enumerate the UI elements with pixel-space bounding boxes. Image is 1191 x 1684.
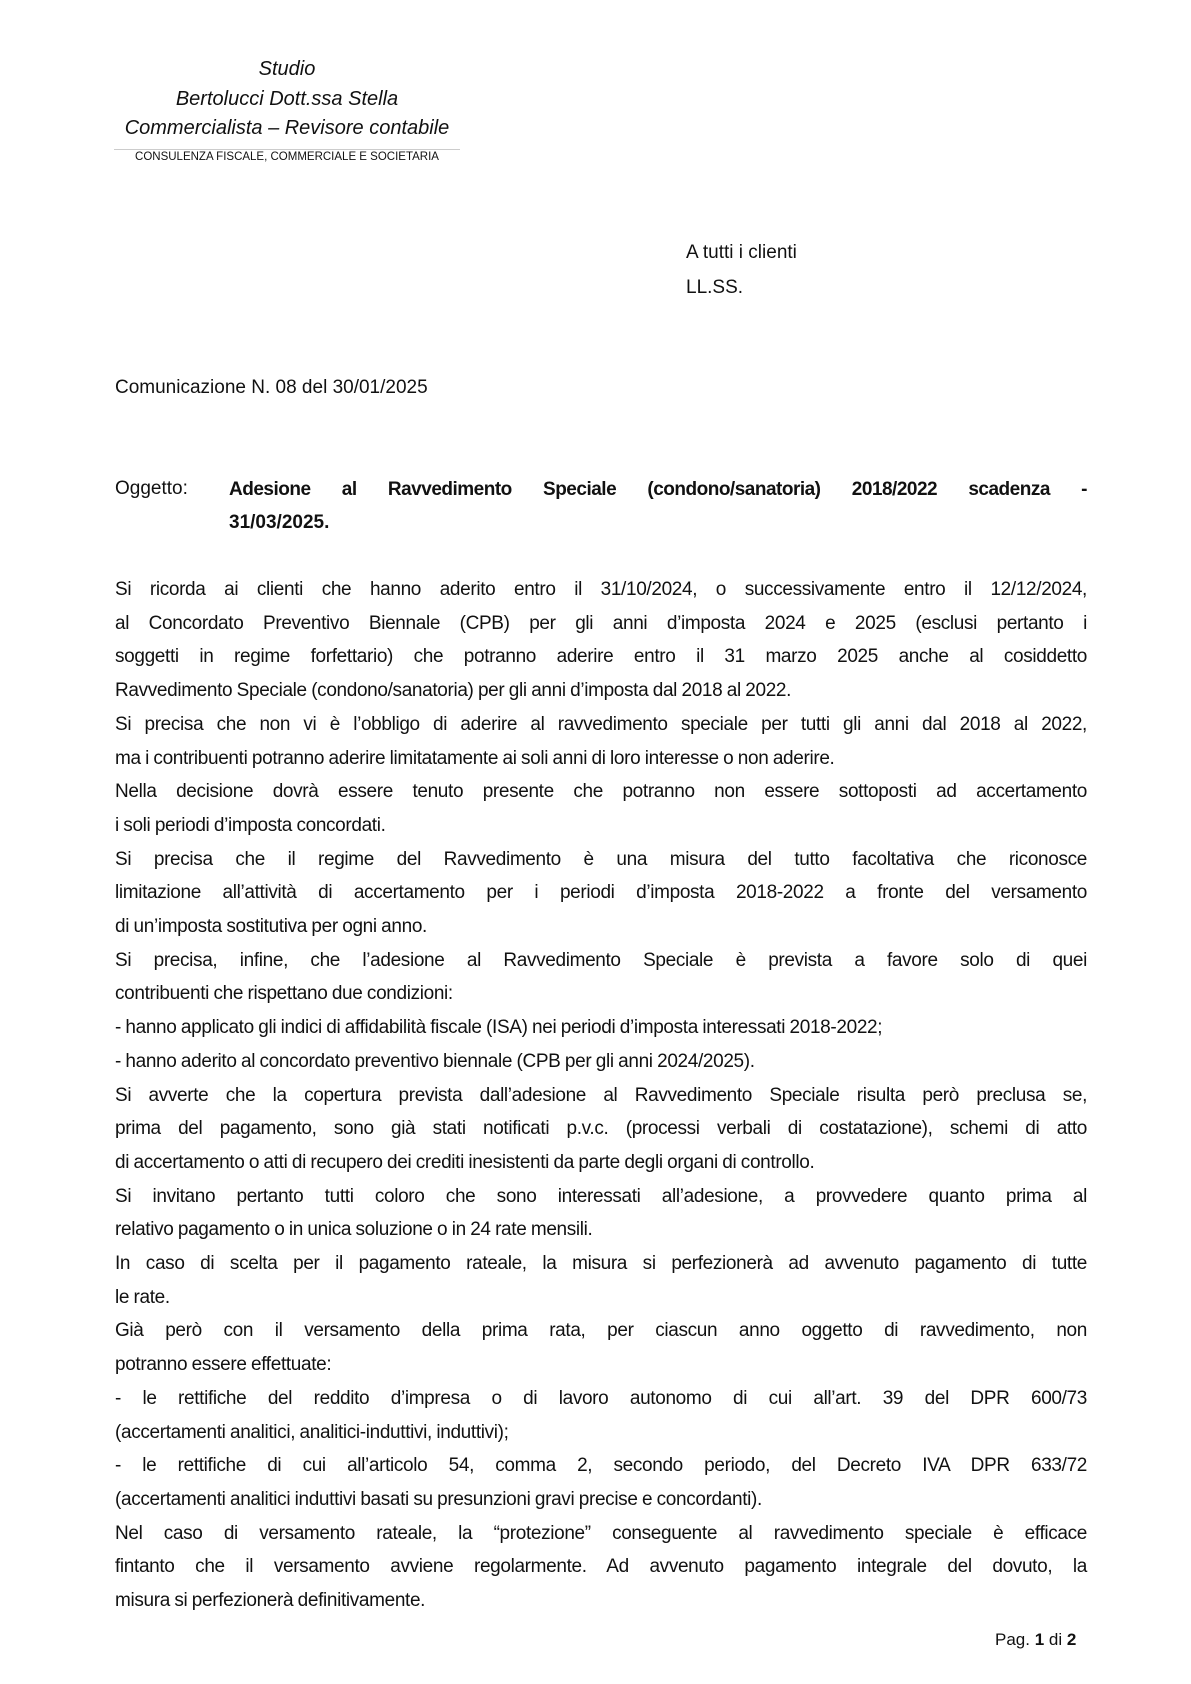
body-line: i soli periodi d’imposta concordati.	[115, 814, 386, 836]
letterhead-name: Bertolucci Dott.ssa Stella	[175, 88, 399, 110]
body-line: Si ricorda ai clienti che hanno aderito entro il 31/10/2024, o successivamente entro il 12/12/2024,	[115, 579, 1087, 600]
body-line: In caso di scelta per il pagamento rateale, la misura si perfezionerà ad avvenuto pagamento di tutte	[115, 1253, 1087, 1274]
page-total: 2	[1066, 1630, 1077, 1649]
body-line: ma i contribuenti potranno aderire limitatamente ai soli anni di loro interesse o non aderire.	[115, 747, 835, 769]
body-line: fintanto che il versamento avviene regolarmente. Ad avvenuto pagamento integrale del dovuto, la	[115, 1556, 1087, 1578]
body-line: - le rettifiche di cui all’articolo 54, comma 2, secondo periodo, del Decreto IVA DPR 633/72	[115, 1455, 1087, 1477]
page-of: di	[1048, 1630, 1063, 1649]
letterhead-studio: Studio	[258, 58, 316, 80]
body-line: Si precisa che il regime del Ravvedimento è una misura del tutto facoltativa che riconosce	[115, 848, 1087, 870]
recipient-line1: A tutti i clienti	[686, 242, 797, 263]
subject-line1: Adesione al Ravvedimento Speciale (condono/sanatoria) 2018/2022 scadenza -	[229, 479, 1087, 500]
body-line: di un’imposta sostitutiva per ogni anno.	[115, 916, 427, 937]
subject-label: Oggetto:	[115, 478, 188, 499]
page-number	[995, 1630, 1076, 1650]
letterhead-divider	[114, 149, 460, 150]
page-prefix: Pag.	[995, 1630, 1030, 1649]
body-line: misura si perfezionerà definitivamente.	[115, 1590, 426, 1611]
communication-number: Comunicazione N. 08 del 30/01/2025	[115, 377, 428, 398]
page-current: 1	[1034, 1630, 1045, 1649]
body-line: Si invitano pertanto tutti coloro che sono interessati all’adesione, a provvedere quanto prima al	[115, 1185, 1087, 1207]
subject-line2: 31/03/2025.	[229, 512, 330, 533]
body-line: al Concordato Preventivo Biennale (CPB) per gli anni d’imposta 2024 e 2025 (esclusi pertanto i	[115, 612, 1087, 634]
body-line: prima del pagamento, sono già stati notificati p.v.c. (processi verbali di costatazione), schemi di atto	[115, 1118, 1087, 1140]
body-line: Si avverte che la copertura prevista dall’adesione al Ravvedimento Speciale risulta però preclusa se,	[115, 1084, 1087, 1106]
body-line: limitazione all’attività di accertamento per i periodi d’imposta 2018-2022 a fronte del versamento	[115, 882, 1087, 904]
body-line: - le rettifiche del reddito d’impresa o di lavoro autonomo di cui all’art. 39 del DPR 600/73	[115, 1387, 1087, 1409]
body-line: di accertamento o atti di recupero dei crediti inesistenti da parte degli organi di controllo.	[115, 1151, 815, 1173]
body-line: potranno essere effettuate:	[115, 1354, 332, 1376]
recipient-line2: LL.SS.	[686, 277, 744, 298]
body-line: Già però con il versamento della prima rata, per ciascun anno oggetto di ravvedimento, non	[115, 1320, 1087, 1342]
body-line: Ravvedimento Speciale (condono/sanatoria) per gli anni d’imposta dal 2018 al 2022.	[115, 680, 792, 702]
body-line: Si precisa, infine, che l’adesione al Ravvedimento Speciale è prevista a favore solo di quei	[115, 949, 1087, 971]
body-line: Si precisa che non vi è l’obbligo di aderire al ravvedimento speciale per tutti gli anni dal 2018 al 2022,	[115, 713, 1087, 735]
body-line: contribuenti che rispettano due condizioni:	[115, 983, 453, 1005]
body-line: - hanno aderito al concordato preventivo biennale (CPB per gli anni 2024/2025).	[115, 1050, 755, 1072]
letterhead-services: CONSULENZA FISCALE, COMMERCIALE E SOCIETARIA	[135, 151, 439, 163]
body-line: Nel caso di versamento rateale, la “protezione” conseguente al ravvedimento speciale è efficace	[115, 1522, 1087, 1544]
body-line: - hanno applicato gli indici di affidabilità fiscale (ISA) nei periodi d’imposta interessati 2018-2022;	[115, 1017, 883, 1039]
body-line: Nella decisione dovrà essere tenuto presente che potranno non essere sottoposti ad accertamento	[115, 781, 1087, 803]
body-line: le rate.	[115, 1286, 170, 1308]
body-line: soggetti in regime forfettario) che potranno aderire entro il 31 marzo 2025 anche al cosiddetto	[115, 646, 1087, 668]
body-line: (accertamenti analitici induttivi basati su presunzioni gravi precise e concordanti).	[115, 1488, 762, 1510]
body-line: relativo pagamento o in unica soluzione o in 24 rate mensili.	[115, 1219, 593, 1241]
body-line: (accertamenti analitici, analitici-induttivi, induttivi);	[115, 1421, 509, 1443]
letterhead-title: Commercialista – Revisore contabile	[124, 117, 450, 139]
